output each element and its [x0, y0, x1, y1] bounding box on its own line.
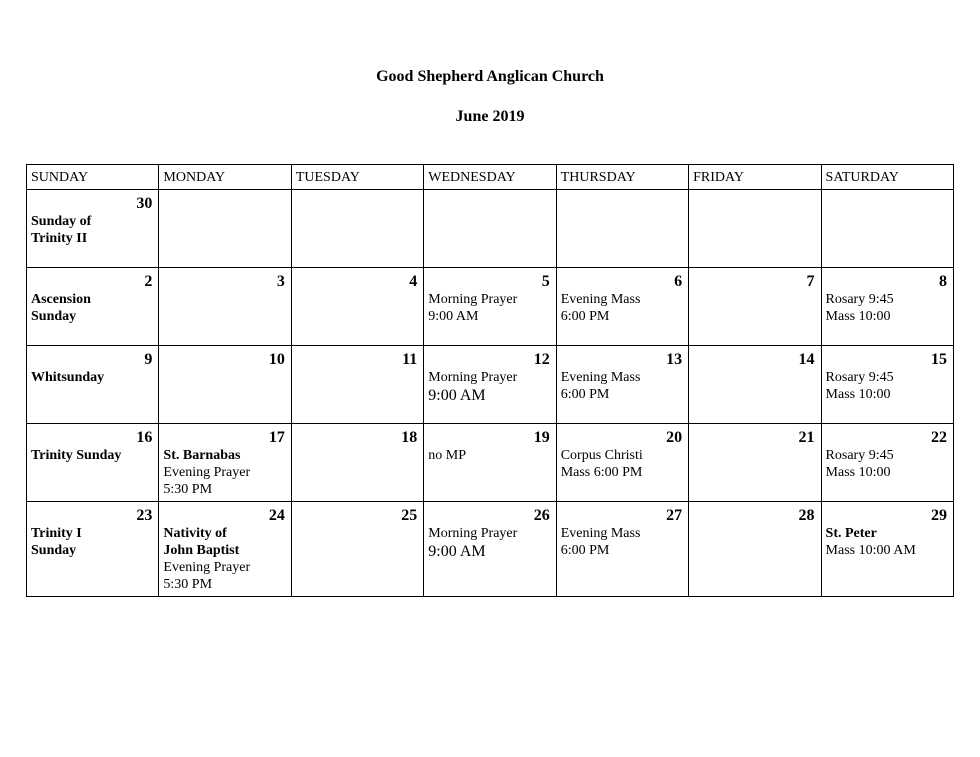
weekday-header: FRIDAY — [689, 165, 821, 190]
day-event: 9:00 AM — [428, 309, 479, 324]
calendar-day-cell — [689, 268, 821, 346]
calendar-day-cell — [424, 424, 556, 502]
calendar-day-cell — [556, 424, 688, 502]
calendar-day-cell — [27, 346, 159, 424]
calendar-grid — [26, 164, 954, 597]
month-title: June 2019 — [455, 108, 525, 125]
calendar-week-row — [27, 502, 954, 597]
day-event: Sunday — [31, 543, 77, 558]
day-number: 4 — [409, 273, 418, 290]
calendar-day-cell — [821, 502, 953, 597]
day-event: Evening Mass — [560, 292, 641, 307]
day-event: Ascension — [31, 292, 91, 307]
day-number: 7 — [806, 273, 815, 290]
day-number: 3 — [276, 273, 285, 290]
calendar-day-cell — [291, 268, 423, 346]
day-event: 6:00 PM — [560, 543, 610, 558]
calendar-day-cell — [424, 268, 556, 346]
day-event: Evening Prayer — [163, 465, 251, 480]
calendar-week-row — [27, 424, 954, 502]
empty-day — [163, 195, 286, 213]
day-event: St. Peter — [825, 526, 877, 541]
day-event: Sunday — [31, 309, 77, 324]
day-number: 17 — [268, 429, 285, 446]
calendar-day-cell — [821, 190, 953, 268]
day-number: 21 — [798, 429, 815, 446]
calendar-week-row — [27, 190, 954, 268]
day-event: Trinity I — [31, 526, 82, 541]
day-event: 9:00 AM — [428, 543, 486, 560]
day-number: 28 — [798, 507, 815, 524]
calendar-day-cell — [27, 190, 159, 268]
calendar-day-cell — [291, 190, 423, 268]
calendar-day-cell — [424, 190, 556, 268]
day-number: 27 — [666, 507, 683, 524]
day-number: 24 — [268, 507, 285, 524]
calendar-day-cell — [291, 502, 423, 597]
day-number: 30 — [136, 195, 153, 212]
calendar-day-cell — [556, 190, 688, 268]
day-event: Mass 10:00 — [825, 387, 891, 402]
day-number: 25 — [401, 507, 418, 524]
empty-day — [296, 195, 419, 213]
day-event: Rosary 9:45 — [825, 370, 894, 385]
calendar-day-cell — [424, 346, 556, 424]
day-number: 29 — [931, 507, 947, 524]
weekday-header: WEDNESDAY — [424, 165, 556, 190]
day-number: 9 — [144, 351, 153, 368]
church-title: Good Shepherd Anglican Church — [376, 68, 604, 85]
day-event: Morning Prayer — [428, 526, 518, 541]
calendar-day-cell — [556, 502, 688, 597]
calendar-day-cell — [159, 190, 291, 268]
calendar-day-cell — [821, 346, 953, 424]
day-event: Sunday of — [31, 214, 92, 229]
day-number: 14 — [798, 351, 815, 368]
calendar-day-cell — [159, 346, 291, 424]
day-event: 6:00 PM — [560, 309, 610, 324]
day-event: Evening Prayer — [163, 560, 251, 575]
calendar-weeks — [27, 190, 954, 597]
calendar-day-cell — [556, 268, 688, 346]
calendar-day-cell — [689, 190, 821, 268]
calendar-day-cell — [159, 502, 291, 597]
day-event: 5:30 PM — [163, 577, 213, 592]
day-event: Evening Mass — [560, 370, 641, 385]
calendar-day-cell — [424, 502, 556, 597]
day-number: 18 — [401, 429, 418, 446]
day-event: 6:00 PM — [560, 387, 610, 402]
day-event: Nativity of — [163, 526, 227, 541]
empty-day — [693, 195, 816, 213]
day-event: John Baptist — [163, 543, 240, 558]
day-event: Corpus Christi — [560, 448, 643, 463]
day-number: 15 — [931, 351, 947, 368]
calendar-day-cell — [159, 424, 291, 502]
day-number: 13 — [666, 351, 683, 368]
calendar-day-cell — [821, 424, 953, 502]
weekday-header: TUESDAY — [291, 165, 423, 190]
calendar-day-cell — [27, 502, 159, 597]
weekday-header: SUNDAY — [27, 165, 159, 190]
day-number: 11 — [402, 351, 418, 368]
day-event: Mass 6:00 PM — [560, 465, 643, 480]
day-event: Mass 10:00 — [825, 309, 891, 324]
day-event: 5:30 PM — [163, 482, 213, 497]
calendar-day-cell — [291, 424, 423, 502]
day-number: 2 — [144, 273, 153, 290]
day-event: Mass 10:00 — [825, 465, 891, 480]
calendar-week-row — [27, 346, 954, 424]
day-number: 5 — [541, 273, 550, 290]
day-number: 20 — [666, 429, 683, 446]
calendar-day-cell — [821, 268, 953, 346]
calendar-day-cell — [291, 346, 423, 424]
day-event: Morning Prayer — [428, 292, 518, 307]
day-event: Morning Prayer — [428, 370, 518, 385]
day-number: 10 — [268, 351, 285, 368]
day-number: 16 — [136, 429, 153, 446]
day-number: 12 — [533, 351, 550, 368]
day-event: Trinity Sunday — [31, 448, 122, 463]
day-event: Evening Mass — [560, 526, 641, 541]
weekday-header: SATURDAY — [821, 165, 953, 190]
calendar-day-cell — [159, 268, 291, 346]
empty-day — [561, 195, 684, 213]
day-event: Trinity II — [31, 231, 88, 246]
calendar-day-cell — [689, 424, 821, 502]
day-event: St. Barnabas — [163, 448, 241, 463]
day-event: no MP — [428, 448, 466, 463]
day-number: 26 — [533, 507, 550, 524]
day-number: 8 — [939, 273, 947, 290]
day-event: Rosary 9:45 — [825, 448, 894, 463]
day-number: 22 — [931, 429, 947, 446]
day-number: 23 — [136, 507, 153, 524]
day-event: Rosary 9:45 — [825, 292, 894, 307]
calendar-day-cell — [689, 502, 821, 597]
empty-day — [826, 195, 949, 213]
empty-day — [428, 195, 551, 213]
day-event: Whitsunday — [31, 370, 105, 385]
weekday-header-row — [27, 165, 954, 190]
weekday-header: THURSDAY — [556, 165, 688, 190]
calendar-day-cell — [27, 268, 159, 346]
calendar-day-cell — [689, 346, 821, 424]
day-number: 6 — [674, 273, 683, 290]
calendar-day-cell — [556, 346, 688, 424]
day-number: 19 — [533, 429, 550, 446]
calendar-day-cell — [27, 424, 159, 502]
day-event: Mass 10:00 AM — [825, 543, 916, 558]
weekday-header: MONDAY — [159, 165, 291, 190]
day-event: 9:00 AM — [428, 387, 486, 404]
calendar-week-row — [27, 268, 954, 346]
